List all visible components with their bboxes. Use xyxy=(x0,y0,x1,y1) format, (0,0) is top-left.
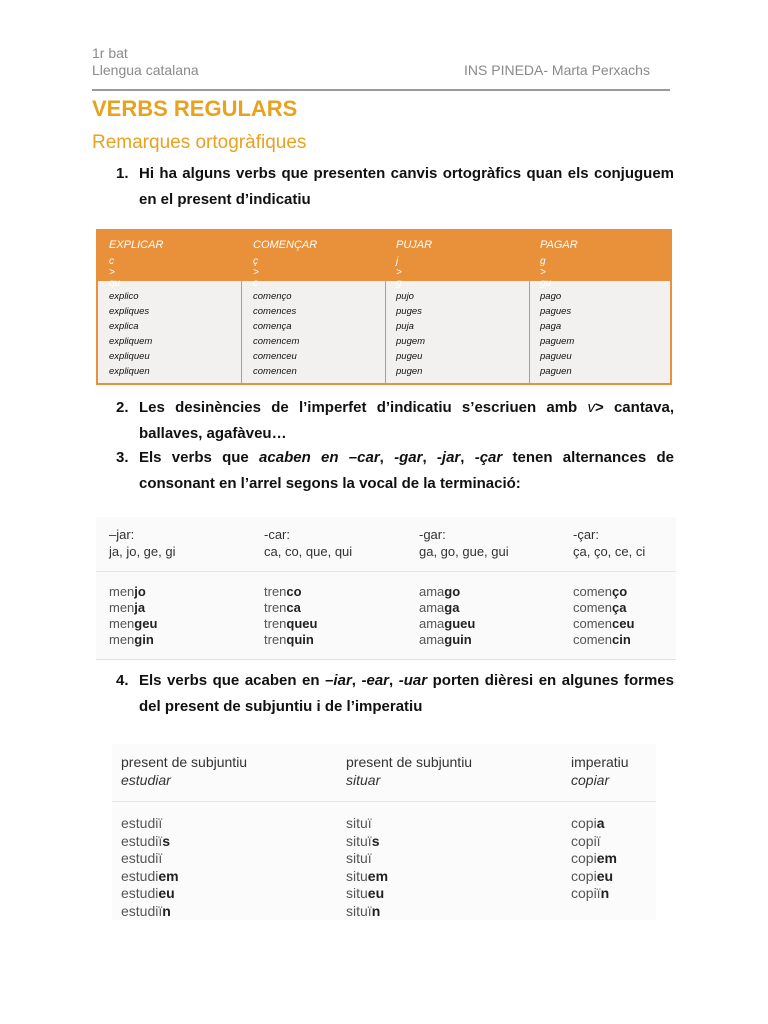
spelling-changes-table xyxy=(96,229,672,385)
text-run: , xyxy=(351,672,362,689)
form: comenceu xyxy=(573,616,635,631)
text-run-italic: –iar xyxy=(325,672,352,689)
list-item-3 xyxy=(116,445,674,497)
form: estudiïs xyxy=(121,832,171,849)
form: comencem xyxy=(253,336,300,347)
form: estudiem xyxy=(121,867,179,884)
column-syllables: ça, ço, ce, ci xyxy=(573,544,646,559)
column-verb: estudiar xyxy=(121,772,171,788)
diaeresis-table xyxy=(112,744,656,920)
form: amaga xyxy=(419,600,460,615)
form: comença xyxy=(573,600,627,615)
column-forms xyxy=(396,289,425,379)
column-rule: c > qu xyxy=(109,256,121,289)
list-item-1 xyxy=(116,161,674,213)
column-verb: copiar xyxy=(571,772,610,788)
column-rule: j > g xyxy=(396,256,402,289)
column-syllables: ca, co, que, qui xyxy=(264,544,353,559)
form: explica xyxy=(109,321,139,332)
column-rule: ç > c xyxy=(253,256,259,289)
form: puges xyxy=(396,306,422,317)
form: pugeu xyxy=(396,351,423,362)
form: menjo xyxy=(109,584,146,599)
header-separator xyxy=(112,801,656,802)
column-verb: COMENÇAR xyxy=(253,239,318,251)
column-verb: PAGAR xyxy=(540,239,578,251)
form: situï xyxy=(346,815,372,831)
form: comencin xyxy=(573,632,631,647)
column-syllables: ja, jo, ge, gi xyxy=(109,544,176,559)
form: puja xyxy=(396,321,414,332)
form: amaguin xyxy=(419,632,472,647)
form: copiem xyxy=(571,850,617,866)
form: trenqueu xyxy=(264,616,318,631)
text-run-italic: -uar xyxy=(398,672,428,689)
text-run-italic: -çar xyxy=(474,449,503,466)
header-divider xyxy=(92,89,670,91)
column-mood: present de subjuntiu xyxy=(346,754,473,770)
list-item-4 xyxy=(116,668,674,720)
header-school: INS PINEDA- Marta Perxachs xyxy=(464,62,650,78)
form: pago xyxy=(540,291,562,302)
form: pugen xyxy=(396,366,423,377)
form: estudiïn xyxy=(121,902,171,919)
form: copiï xyxy=(571,832,601,849)
item-number: 1. xyxy=(116,165,129,182)
form: amagueu xyxy=(419,616,476,631)
form: amago xyxy=(419,584,461,599)
text-run: , xyxy=(379,449,395,466)
form: comencen xyxy=(253,366,297,377)
page-title: VERBS REGULARS xyxy=(92,96,298,121)
text-run: tenen alternances de consonant en l’arrel segons la vocal de la terminació: xyxy=(139,449,674,492)
column-forms xyxy=(253,289,299,379)
form: estudiï xyxy=(121,850,163,866)
column-verb: situar xyxy=(346,772,381,788)
form: menja xyxy=(109,600,146,615)
form: paga xyxy=(540,321,562,332)
column-forms xyxy=(264,584,317,648)
form: expliquem xyxy=(109,336,153,347)
text-run: , xyxy=(460,449,475,466)
form: situïs xyxy=(346,832,380,849)
text-run: Els verbs que xyxy=(139,449,260,466)
form: paguen xyxy=(540,366,572,377)
form: mengeu xyxy=(109,616,158,631)
form: expliquen xyxy=(109,366,150,377)
form: mengin xyxy=(109,632,154,647)
item-text xyxy=(139,395,674,447)
item-number: 2. xyxy=(116,399,129,416)
consonant-alternation-table xyxy=(96,517,676,660)
form: situem xyxy=(346,867,389,884)
column-forms xyxy=(540,289,574,379)
column-rule: g > gu xyxy=(540,256,552,289)
column-verb: PUJAR xyxy=(396,239,433,251)
form: pugem xyxy=(396,336,426,347)
text-run: Els verbs que acaben en xyxy=(139,672,326,689)
form: copiïn xyxy=(571,885,610,901)
item-number: 4. xyxy=(116,672,129,689)
text-run: > cantava, ballaves, agafàveu… xyxy=(139,399,675,442)
column-ending: –jar: xyxy=(109,527,135,542)
column-mood: present de subjuntiu xyxy=(121,754,248,770)
column-ending: -gar: xyxy=(419,527,446,542)
form: trenca xyxy=(264,600,301,615)
list-item-2 xyxy=(116,395,674,447)
header-subject: Llengua catalana xyxy=(92,62,199,78)
column-divider xyxy=(241,281,242,385)
form: trenco xyxy=(264,584,302,599)
item-number: 3. xyxy=(116,449,129,466)
column-divider xyxy=(529,281,530,385)
form: estudieu xyxy=(121,885,175,901)
column-syllables: ga, go, gue, gui xyxy=(419,544,509,559)
form: començo xyxy=(253,291,292,302)
column-mood: imperatiu xyxy=(571,754,629,770)
column-ending: -çar: xyxy=(573,527,599,542)
form: copia xyxy=(571,815,605,831)
form: copieu xyxy=(571,867,614,884)
page-subtitle: Remarques ortogràfiques xyxy=(92,132,307,153)
item-text: Hi ha alguns verbs que presenten canvis ortogràfics quan els conjuguem en el present d’indicatiu xyxy=(139,165,674,208)
text-run: Les desinències de l’imperfet d’indicatiu s’escriuen amb xyxy=(139,399,588,416)
form: explico xyxy=(109,291,139,302)
form: situïn xyxy=(346,902,381,919)
column-forms xyxy=(121,815,179,920)
text-run: , xyxy=(389,672,399,689)
text-run-italic: v xyxy=(587,399,595,416)
column-divider xyxy=(385,281,386,385)
form: pagues xyxy=(540,306,572,317)
column-forms xyxy=(571,815,617,903)
text-run: porten dièresi en algunes formes del present de subjuntiu i de l’imperatiu xyxy=(139,672,674,715)
form: trenquin xyxy=(264,632,314,647)
form: començo xyxy=(573,584,628,599)
form: expliques xyxy=(109,306,150,317)
header-course: 1r bat xyxy=(92,45,128,61)
text-run-italic: -jar xyxy=(436,449,461,466)
item-text xyxy=(139,668,674,720)
text-run-italic: -ear xyxy=(361,672,390,689)
column-verb: EXPLICAR xyxy=(109,239,164,251)
column-ending: -car: xyxy=(264,527,290,542)
column-forms xyxy=(109,584,157,648)
form: situeu xyxy=(346,885,385,901)
text-run-italic: -gar xyxy=(394,449,423,466)
form: comences xyxy=(253,306,297,317)
text-run-italic: acaben en –car xyxy=(259,449,380,466)
text-run: , xyxy=(422,449,437,466)
form: situï xyxy=(346,850,372,866)
column-forms xyxy=(346,815,388,920)
header-separator xyxy=(96,571,676,572)
form: pujo xyxy=(396,291,414,302)
form: estudiï xyxy=(121,815,163,831)
column-forms xyxy=(419,584,475,648)
form: expliqueu xyxy=(109,351,150,362)
form: comenceu xyxy=(253,351,297,362)
form: pagueu xyxy=(540,351,572,362)
table-bottom-border xyxy=(96,659,676,660)
table-header-band xyxy=(98,231,670,281)
column-forms xyxy=(109,289,152,379)
form: comença xyxy=(253,321,292,332)
item-text xyxy=(139,445,674,497)
column-forms xyxy=(573,584,634,648)
form: paguem xyxy=(540,336,575,347)
